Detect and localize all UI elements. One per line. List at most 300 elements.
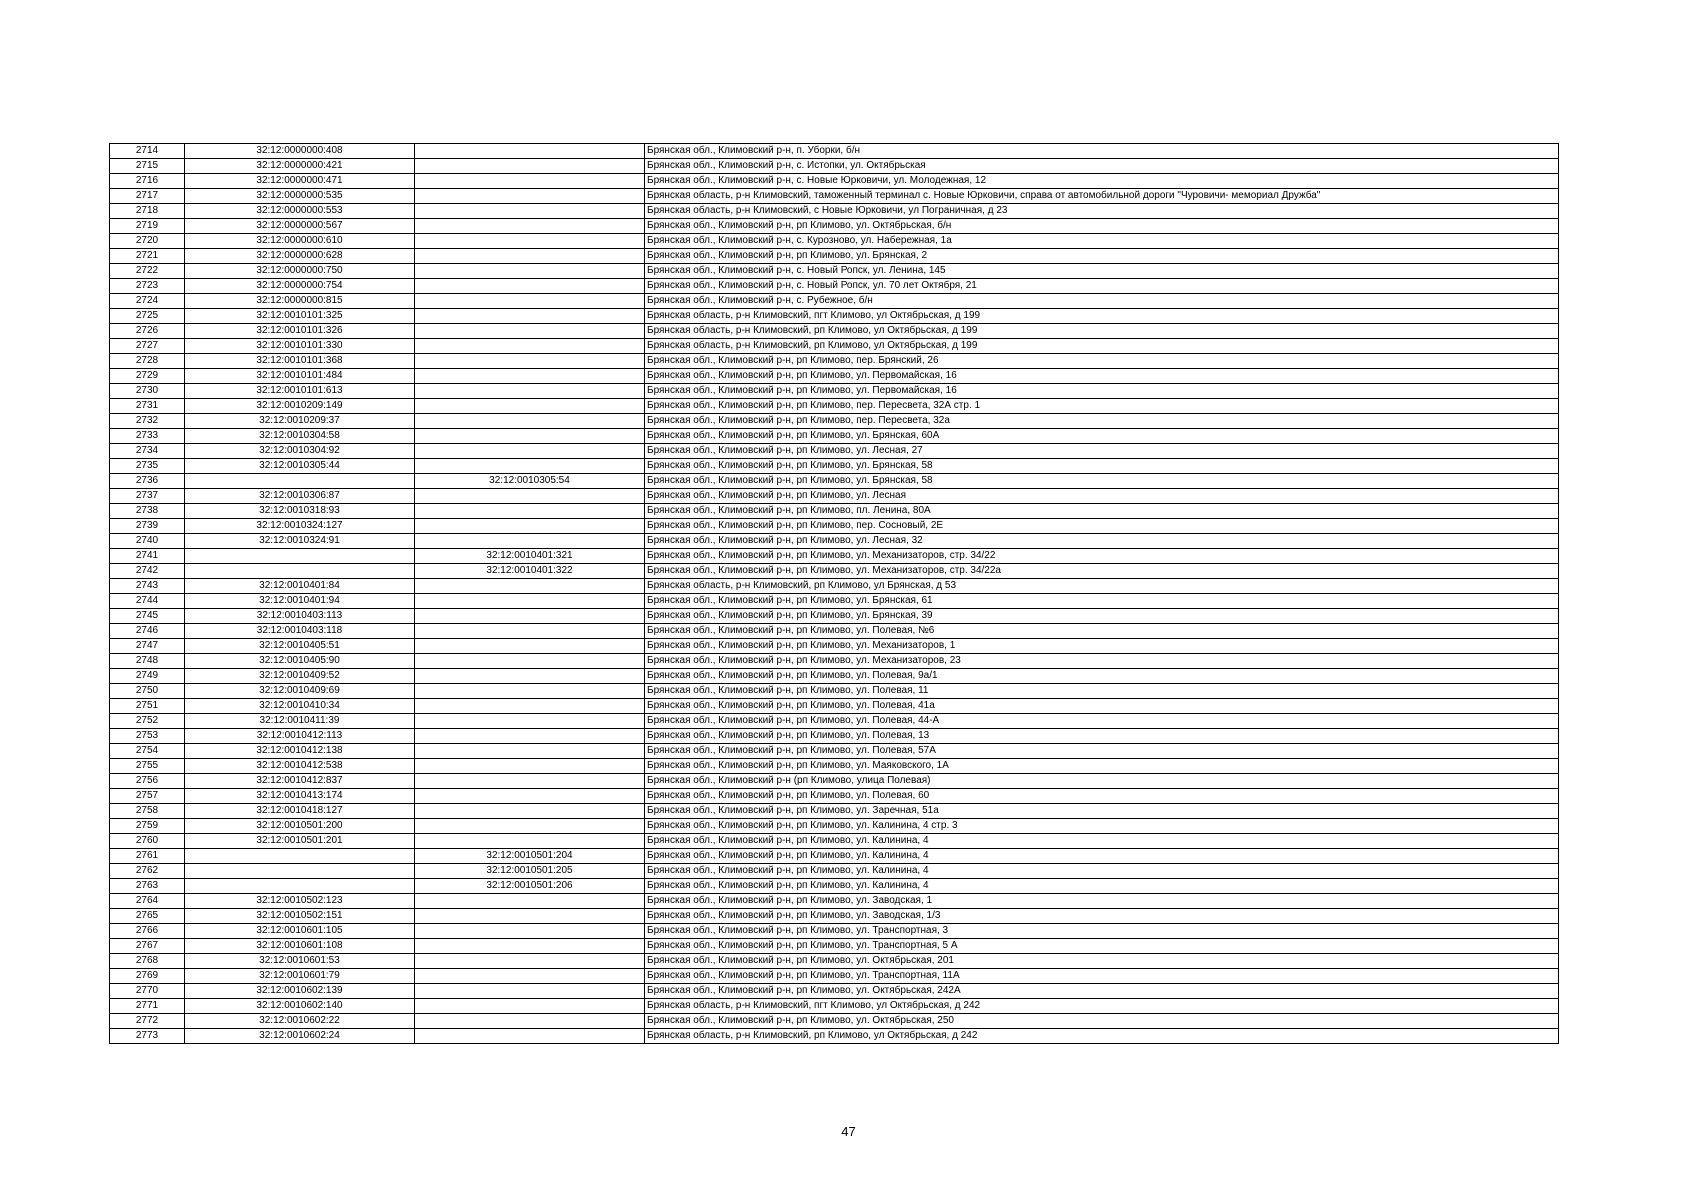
cadastral-number-cell: 32:12:0000000:815 [185,294,415,309]
related-cadastral-number-cell [415,174,645,189]
table-row [110,279,1559,294]
related-cadastral-number-cell [415,759,645,774]
related-cadastral-number-cell [415,894,645,909]
related-cadastral-number-cell [415,819,645,834]
address-cell: Брянская обл., Климовский р-н, рп Климово, ул. Полевая, 41а [645,699,1559,714]
table-row [110,519,1559,534]
row-number-cell: 2743 [110,579,185,594]
row-number-cell: 2770 [110,984,185,999]
row-number-cell: 2755 [110,759,185,774]
cadastral-number-cell: 32:12:0000000:535 [185,189,415,204]
address-cell: Брянская область, р-н Климовский, пгт Климово, ул Октябрьская, д 199 [645,309,1559,324]
row-number-cell: 2740 [110,534,185,549]
related-cadastral-number-cell [415,924,645,939]
table-row [110,729,1559,744]
related-cadastral-number-cell [415,294,645,309]
related-cadastral-number-cell [415,939,645,954]
row-number-cell: 2767 [110,939,185,954]
table-row [110,789,1559,804]
table-row [110,804,1559,819]
table-row [110,939,1559,954]
related-cadastral-number-cell [415,999,645,1014]
related-cadastral-number-cell [415,504,645,519]
row-number-cell: 2714 [110,144,185,159]
table-row [110,639,1559,654]
address-cell: Брянская обл., Климовский р-н, рп Климово, ул. Первомайская, 16 [645,384,1559,399]
table-row [110,264,1559,279]
table-row [110,984,1559,999]
cadastral-number-cell [185,549,415,564]
cadastral-number-cell: 32:12:0010602:24 [185,1029,415,1044]
row-number-cell: 2765 [110,909,185,924]
table-row [110,324,1559,339]
related-cadastral-number-cell [415,684,645,699]
cadastral-number-cell: 32:12:0010413:174 [185,789,415,804]
table-row [110,849,1559,864]
cadastral-number-cell: 32:12:0010101:325 [185,309,415,324]
row-number-cell: 2720 [110,234,185,249]
row-number-cell: 2742 [110,564,185,579]
cadastral-number-cell: 32:12:0010304:92 [185,444,415,459]
table-row [110,819,1559,834]
row-number-cell: 2719 [110,219,185,234]
table-row [110,909,1559,924]
table-row [110,459,1559,474]
cadastral-number-cell: 32:12:0010403:113 [185,609,415,624]
table-row [110,1014,1559,1029]
cadastral-number-cell: 32:12:0010601:105 [185,924,415,939]
address-cell: Брянская обл., Климовский р-н, рп Климово, ул. Октябрьская, 201 [645,954,1559,969]
row-number-cell: 2749 [110,669,185,684]
related-cadastral-number-cell [415,159,645,174]
address-cell: Брянская обл., Климовский р-н, рп Климово, ул. Полевая, 44-А [645,714,1559,729]
table-row [110,354,1559,369]
related-cadastral-number-cell [415,714,645,729]
row-number-cell: 2722 [110,264,185,279]
row-number-cell: 2766 [110,924,185,939]
cadastral-number-cell: 32:12:0010412:538 [185,759,415,774]
table-row [110,474,1559,489]
table-row [110,429,1559,444]
address-cell: Брянская обл., Климовский р-н, рп Климово, ул. Октябрьская, 250 [645,1014,1559,1029]
related-cadastral-number-cell [415,804,645,819]
row-number-cell: 2746 [110,624,185,639]
address-cell: Брянская обл., Климовский р-н, рп Климово, ул. Транспортная, 11А [645,969,1559,984]
table-row [110,699,1559,714]
cadastral-number-cell: 32:12:0010601:108 [185,939,415,954]
address-cell: Брянская обл., Климовский р-н, рп Климово, ул. Заречная, 51а [645,804,1559,819]
table-row [110,249,1559,264]
cadastral-number-cell: 32:12:0010502:151 [185,909,415,924]
row-number-cell: 2727 [110,339,185,354]
table-row [110,999,1559,1014]
table-row [110,189,1559,204]
cadastral-number-cell: 32:12:0010101:484 [185,369,415,384]
cadastral-number-cell: 32:12:0010601:53 [185,954,415,969]
address-cell: Брянская обл., Климовский р-н, рп Климово, ул. Заводская, 1 [645,894,1559,909]
row-number-cell: 2738 [110,504,185,519]
cadastral-number-cell: 32:12:0010318:93 [185,504,415,519]
row-number-cell: 2745 [110,609,185,624]
table-row [110,504,1559,519]
cadastral-number-cell: 32:12:0010410:34 [185,699,415,714]
cadastral-number-cell: 32:12:0010409:52 [185,669,415,684]
property-registry-table [109,143,1559,1044]
related-cadastral-number-cell: 32:12:0010305:54 [415,474,645,489]
table-row [110,954,1559,969]
row-number-cell: 2748 [110,654,185,669]
row-number-cell: 2717 [110,189,185,204]
related-cadastral-number-cell [415,309,645,324]
related-cadastral-number-cell: 32:12:0010501:206 [415,879,645,894]
table-row [110,309,1559,324]
address-cell: Брянская обл., Климовский р-н, рп Климово, ул. Полевая, 9а/1 [645,669,1559,684]
address-cell: Брянская обл., Климовский р-н, рп Климово, ул. Калинина, 4 [645,864,1559,879]
cadastral-number-cell: 32:12:0010403:118 [185,624,415,639]
address-cell: Брянская обл., Климовский р-н, рп Климово, ул. Транспортная, 3 [645,924,1559,939]
address-cell: Брянская обл., Климовский р-н, с. Новый Ропск, ул. Ленина, 145 [645,264,1559,279]
row-number-cell: 2718 [110,204,185,219]
address-cell: Брянская обл., Климовский р-н, с. Новый Ропск, ул. 70 лет Октября, 21 [645,279,1559,294]
cadastral-number-cell: 32:12:0000000:421 [185,159,415,174]
row-number-cell: 2734 [110,444,185,459]
address-cell: Брянская обл., Климовский р-н, рп Климово, ул. Заводская, 1/3 [645,909,1559,924]
row-number-cell: 2772 [110,1014,185,1029]
address-cell: Брянская обл., Климовский р-н, рп Климово, ул. Октябрьская, б/н [645,219,1559,234]
address-cell: Брянская обл., Климовский р-н, рп Климово, ул. Калинина, 4 стр. 3 [645,819,1559,834]
cadastral-number-cell: 32:12:0010418:127 [185,804,415,819]
related-cadastral-number-cell: 32:12:0010501:205 [415,864,645,879]
related-cadastral-number-cell [415,369,645,384]
row-number-cell: 2732 [110,414,185,429]
address-cell: Брянская обл., Климовский р-н, рп Климово, ул. Калинина, 4 [645,849,1559,864]
row-number-cell: 2728 [110,354,185,369]
row-number-cell: 2750 [110,684,185,699]
table-row [110,144,1559,159]
table-row [110,879,1559,894]
table-row [110,369,1559,384]
address-cell: Брянская обл., Климовский р-н, рп Климово, ул. Брянская, 60А [645,429,1559,444]
address-cell: Брянская обл., Климовский р-н, рп Климово, ул. Лесная, 27 [645,444,1559,459]
related-cadastral-number-cell [415,624,645,639]
related-cadastral-number-cell [415,594,645,609]
row-number-cell: 2723 [110,279,185,294]
address-cell: Брянская обл., Климовский р-н, рп Климово, ул. Брянская, 2 [645,249,1559,264]
related-cadastral-number-cell [415,324,645,339]
address-cell: Брянская обл., Климовский р-н, рп Климово, ул. Транспортная, 5 А [645,939,1559,954]
address-cell: Брянская обл., Климовский р-н, рп Климово, ул. Полевая, 11 [645,684,1559,699]
row-number-cell: 2726 [110,324,185,339]
cadastral-number-cell: 32:12:0010412:113 [185,729,415,744]
row-number-cell: 2735 [110,459,185,474]
cadastral-number-cell: 32:12:0010101:368 [185,354,415,369]
address-cell: Брянская обл., Климовский р-н, рп Климово, пер. Брянский, 26 [645,354,1559,369]
related-cadastral-number-cell [415,519,645,534]
related-cadastral-number-cell [415,339,645,354]
cadastral-number-cell: 32:12:0010501:201 [185,834,415,849]
row-number-cell: 2715 [110,159,185,174]
address-cell: Брянская обл., Климовский р-н, с. Курозново, ул. Набережная, 1а [645,234,1559,249]
address-cell: Брянская обл., Климовский р-н, рп Климово, ул. Маяковского, 1А [645,759,1559,774]
cadastral-number-cell: 32:12:0010602:140 [185,999,415,1014]
page-number: 47 [841,1124,856,1139]
row-number-cell: 2761 [110,849,185,864]
table-row [110,684,1559,699]
table-row [110,579,1559,594]
address-cell: Брянская область, р-н Климовский, рп Климово, ул Октябрьская, д 242 [645,1029,1559,1044]
table-row [110,924,1559,939]
address-cell: Брянская обл., Климовский р-н, п. Уборки, б/н [645,144,1559,159]
address-cell: Брянская обл., Климовский р-н, рп Климово, ул. Полевая, 13 [645,729,1559,744]
related-cadastral-number-cell [415,144,645,159]
row-number-cell: 2753 [110,729,185,744]
registry-table-body [110,144,1559,1044]
table-row [110,414,1559,429]
table-row [110,564,1559,579]
cadastral-number-cell [185,864,415,879]
table-row [110,384,1559,399]
cadastral-number-cell: 32:12:0010324:127 [185,519,415,534]
related-cadastral-number-cell [415,189,645,204]
related-cadastral-number-cell [415,384,645,399]
related-cadastral-number-cell [415,1014,645,1029]
row-number-cell: 2751 [110,699,185,714]
row-number-cell: 2768 [110,954,185,969]
cadastral-number-cell: 32:12:0010412:837 [185,774,415,789]
address-cell: Брянская обл., Климовский р-н, рп Климово, ул. Калинина, 4 [645,879,1559,894]
related-cadastral-number-cell [415,609,645,624]
address-cell: Брянская обл., Климовский р-н, рп Климово, ул. Механизаторов, стр. 34/22 [645,549,1559,564]
row-number-cell: 2771 [110,999,185,1014]
cadastral-number-cell: 32:12:0010209:149 [185,399,415,414]
table-row [110,774,1559,789]
row-number-cell: 2760 [110,834,185,849]
address-cell: Брянская обл., Климовский р-н, рп Климово, ул. Калинина, 4 [645,834,1559,849]
related-cadastral-number-cell [415,399,645,414]
row-number-cell: 2757 [110,789,185,804]
related-cadastral-number-cell [415,234,645,249]
cadastral-number-cell: 32:12:0010209:37 [185,414,415,429]
address-cell: Брянская область, р-н Климовский, рп Климово, ул Брянская, д 53 [645,579,1559,594]
related-cadastral-number-cell [415,669,645,684]
address-cell: Брянская обл., Климовский р-н, рп Климово, пер. Пересвета, 32а [645,414,1559,429]
row-number-cell: 2741 [110,549,185,564]
cadastral-number-cell: 32:12:0010401:94 [185,594,415,609]
row-number-cell: 2724 [110,294,185,309]
related-cadastral-number-cell: 32:12:0010501:204 [415,849,645,864]
related-cadastral-number-cell [415,264,645,279]
table-row [110,174,1559,189]
related-cadastral-number-cell [415,834,645,849]
cadastral-number-cell: 32:12:0010401:84 [185,579,415,594]
address-cell: Брянская обл., Климовский р-н, рп Климово, ул. Механизаторов, 23 [645,654,1559,669]
related-cadastral-number-cell [415,249,645,264]
related-cadastral-number-cell [415,744,645,759]
cadastral-number-cell: 32:12:0010411:39 [185,714,415,729]
address-cell: Брянская обл., Климовский р-н, рп Климово, ул. Октябрьская, 242А [645,984,1559,999]
related-cadastral-number-cell [415,1029,645,1044]
table-row [110,624,1559,639]
related-cadastral-number-cell [415,789,645,804]
address-cell: Брянская обл., Климовский р-н, рп Климово, ул. Полевая, 57А [645,744,1559,759]
row-number-cell: 2747 [110,639,185,654]
address-cell: Брянская обл., Климовский р-н, рп Климово, ул. Брянская, 61 [645,594,1559,609]
table-row [110,969,1559,984]
table-row [110,534,1559,549]
cadastral-number-cell [185,564,415,579]
address-cell: Брянская обл., Климовский р-н, рп Климово, пер. Сосновый, 2Е [645,519,1559,534]
related-cadastral-number-cell [415,954,645,969]
row-number-cell: 2763 [110,879,185,894]
cadastral-number-cell: 32:12:0000000:408 [185,144,415,159]
address-cell: Брянская обл., Климовский р-н, рп Климово, ул. Полевая, 60 [645,789,1559,804]
address-cell: Брянская обл., Климовский р-н, рп Климово, ул. Полевая, №6 [645,624,1559,639]
row-number-cell: 2773 [110,1029,185,1044]
table-row [110,339,1559,354]
row-number-cell: 2752 [110,714,185,729]
table-row [110,594,1559,609]
related-cadastral-number-cell [415,204,645,219]
table-row [110,549,1559,564]
related-cadastral-number-cell [415,699,645,714]
address-cell: Брянская область, р-н Климовский, пгт Климово, ул Октябрьская, д 242 [645,999,1559,1014]
address-cell: Брянская обл., Климовский р-н, рп Климово, пл. Ленина, 80А [645,504,1559,519]
cadastral-number-cell [185,474,415,489]
related-cadastral-number-cell [415,489,645,504]
cadastral-number-cell: 32:12:0000000:553 [185,204,415,219]
table-row [110,219,1559,234]
address-cell: Брянская обл., Климовский р-н, рп Климово, ул. Брянская, 58 [645,459,1559,474]
row-number-cell: 2739 [110,519,185,534]
table-row [110,834,1559,849]
row-number-cell: 2756 [110,774,185,789]
table-row [110,654,1559,669]
table-row [110,714,1559,729]
related-cadastral-number-cell [415,729,645,744]
table-row [110,399,1559,414]
table-row [110,669,1559,684]
related-cadastral-number-cell [415,279,645,294]
related-cadastral-number-cell: 32:12:0010401:321 [415,549,645,564]
address-cell: Брянская область, р-н Климовский, рп Климово, ул Октябрьская, д 199 [645,324,1559,339]
address-cell: Брянская обл., Климовский р-н, рп Климово, пер. Пересвета, 32А стр. 1 [645,399,1559,414]
row-number-cell: 2725 [110,309,185,324]
related-cadastral-number-cell [415,654,645,669]
cadastral-number-cell: 32:12:0010405:51 [185,639,415,654]
related-cadastral-number-cell [415,429,645,444]
address-cell: Брянская обл., Климовский р-н, с. Новые Юрковичи, ул. Молодежная, 12 [645,174,1559,189]
table-row [110,294,1559,309]
row-number-cell: 2759 [110,819,185,834]
cadastral-number-cell: 32:12:0010602:22 [185,1014,415,1029]
table-row [110,759,1559,774]
cadastral-number-cell: 32:12:0010305:44 [185,459,415,474]
address-cell: Брянская область, р-н Климовский, с Новые Юрковичи, ул Пограничная, д 23 [645,204,1559,219]
cadastral-number-cell: 32:12:0010101:330 [185,339,415,354]
cadastral-number-cell: 32:12:0010324:91 [185,534,415,549]
cadastral-number-cell: 32:12:0010405:90 [185,654,415,669]
address-cell: Брянская обл., Климовский р-н, рп Климово, ул. Брянская, 39 [645,609,1559,624]
address-cell: Брянская обл., Климовский р-н, с. Рубежное, б/н [645,294,1559,309]
table-row [110,204,1559,219]
related-cadastral-number-cell [415,354,645,369]
table-row [110,609,1559,624]
address-cell: Брянская обл., Климовский р-н, рп Климово, ул. Первомайская, 16 [645,369,1559,384]
cadastral-number-cell: 32:12:0010306:87 [185,489,415,504]
row-number-cell: 2762 [110,864,185,879]
address-cell: Брянская область, р-н Климовский, таможенный терминал с. Новые Юрковичи, справа от автомобильной дороги "Чуровичи- мемориал Дружба" [645,189,1559,204]
cadastral-number-cell: 32:12:0010502:123 [185,894,415,909]
related-cadastral-number-cell [415,639,645,654]
cadastral-number-cell [185,849,415,864]
cadastral-number-cell: 32:12:0000000:610 [185,234,415,249]
table-row [110,894,1559,909]
related-cadastral-number-cell [415,579,645,594]
related-cadastral-number-cell [415,969,645,984]
related-cadastral-number-cell [415,459,645,474]
row-number-cell: 2736 [110,474,185,489]
row-number-cell: 2730 [110,384,185,399]
row-number-cell: 2721 [110,249,185,264]
table-row [110,159,1559,174]
related-cadastral-number-cell: 32:12:0010401:322 [415,564,645,579]
row-number-cell: 2716 [110,174,185,189]
row-number-cell: 2769 [110,969,185,984]
related-cadastral-number-cell [415,444,645,459]
table-row [110,864,1559,879]
table-row [110,489,1559,504]
address-cell: Брянская обл., Климовский р-н, рп Климово, ул. Механизаторов, 1 [645,639,1559,654]
row-number-cell: 2737 [110,489,185,504]
row-number-cell: 2729 [110,369,185,384]
related-cadastral-number-cell [415,909,645,924]
address-cell: Брянская обл., Климовский р-н, с. Истопки, ул. Октябрьская [645,159,1559,174]
cadastral-number-cell: 32:12:0010409:69 [185,684,415,699]
cadastral-number-cell: 32:12:0000000:754 [185,279,415,294]
cadastral-number-cell: 32:12:0010304:58 [185,429,415,444]
table-row [110,444,1559,459]
cadastral-number-cell [185,879,415,894]
related-cadastral-number-cell [415,414,645,429]
cadastral-number-cell: 32:12:0010501:200 [185,819,415,834]
table-row [110,744,1559,759]
cadastral-number-cell: 32:12:0010412:138 [185,744,415,759]
cadastral-number-cell: 32:12:0010601:79 [185,969,415,984]
related-cadastral-number-cell [415,984,645,999]
address-cell: Брянская обл., Климовский р-н, рп Климово, ул. Лесная [645,489,1559,504]
table-row [110,1029,1559,1044]
row-number-cell: 2733 [110,429,185,444]
address-cell: Брянская обл., Климовский р-н, рп Климово, ул. Брянская, 58 [645,474,1559,489]
cadastral-number-cell: 32:12:0010101:613 [185,384,415,399]
cadastral-number-cell: 32:12:0010602:139 [185,984,415,999]
row-number-cell: 2764 [110,894,185,909]
cadastral-number-cell: 32:12:0000000:750 [185,264,415,279]
row-number-cell: 2731 [110,399,185,414]
address-cell: Брянская обл., Климовский р-н, рп Климово, ул. Механизаторов, стр. 34/22а [645,564,1559,579]
table-row [110,234,1559,249]
related-cadastral-number-cell [415,774,645,789]
address-cell: Брянская обл., Климовский р-н (рп Климово, улица Полевая) [645,774,1559,789]
cadastral-number-cell: 32:12:0000000:567 [185,219,415,234]
row-number-cell: 2754 [110,744,185,759]
address-cell: Брянская область, р-н Климовский, рп Климово, ул Октябрьская, д 199 [645,339,1559,354]
row-number-cell: 2744 [110,594,185,609]
cadastral-number-cell: 32:12:0000000:628 [185,249,415,264]
cadastral-number-cell: 32:12:0010101:326 [185,324,415,339]
cadastral-number-cell: 32:12:0000000:471 [185,174,415,189]
related-cadastral-number-cell [415,219,645,234]
